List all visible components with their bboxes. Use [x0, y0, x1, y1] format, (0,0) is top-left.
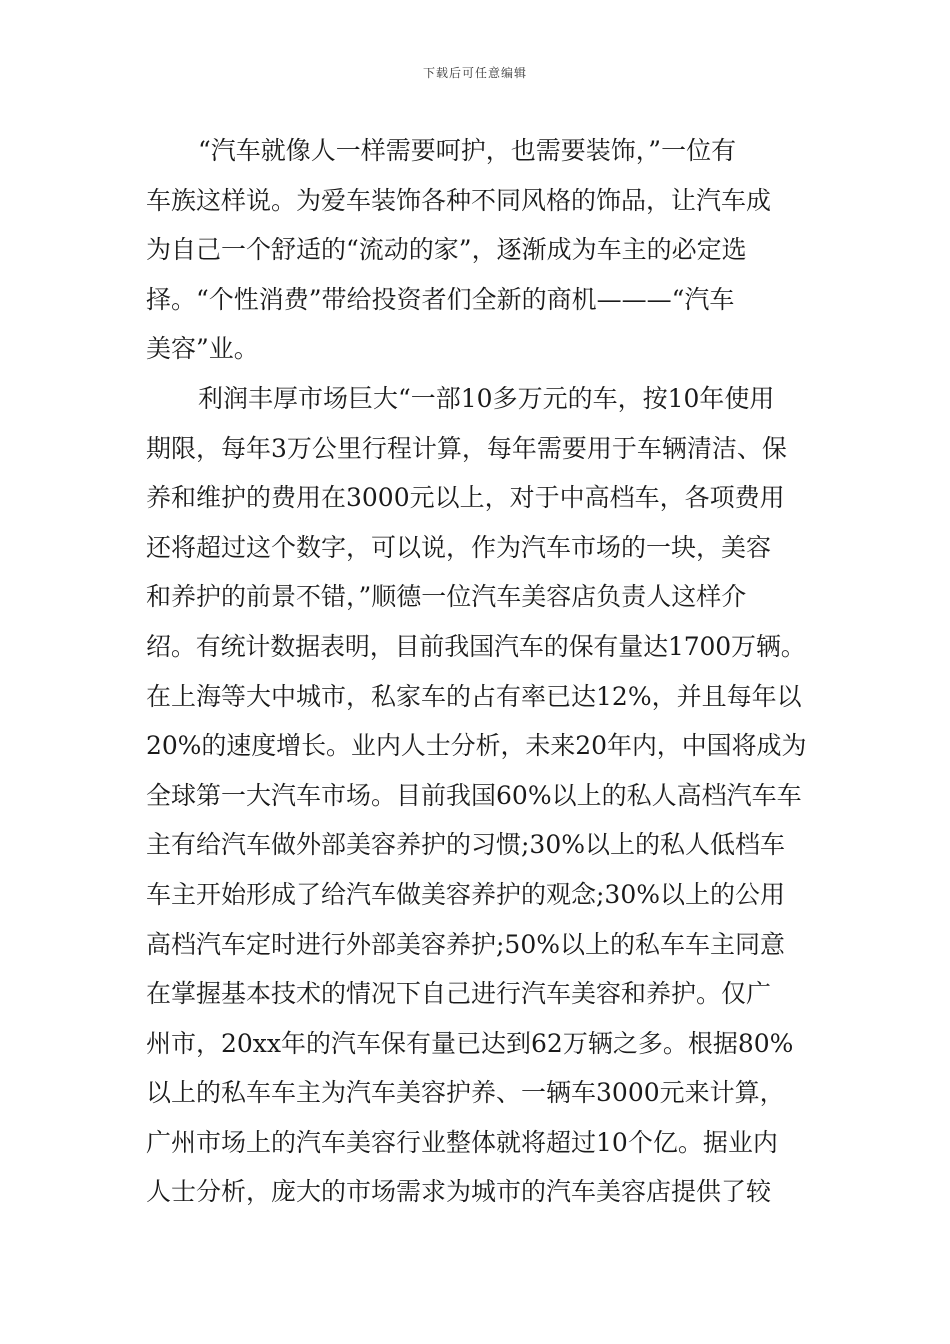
text-line: 期限，每年3万公里行程计算，每年需要用于车辆清洁、保: [146, 433, 787, 463]
text-line: 为自己一个舒适的“流动的家”，逐渐成为车主的必定选: [146, 235, 747, 265]
text-line: “汽车就像人一样需要呵护，也需要装饰，”一位有: [198, 136, 737, 165]
text-line: 人士分析，庞大的市场需求为城市的汽车美容店提供了较: [146, 1177, 772, 1207]
text-line: 绍。有统计数据表明，目前我国汽车的保有量达1700万辆。: [146, 631, 806, 661]
text-line: 车族这样说。为爱车装饰各种不同风格的饰品，让汽车成: [146, 185, 772, 215]
text-line: 以上的私车车主为汽车美容护养、一辆车3000元来计算，: [146, 1078, 785, 1108]
text-line: 利润丰厚市场巨大“一部10多万元的车，按10年使用: [198, 383, 775, 413]
text-line: 在上海等大中城市，私家车的占有率已达12%，并且每年以: [146, 681, 802, 711]
text-line: 20%的速度增长。业内人士分析，未来20年内，中国将成为: [146, 731, 807, 761]
text-line: 择。“个性消费”带给投资者们全新的商机———“汽车: [146, 284, 735, 314]
text-line: 养和维护的费用在3000元以上，对于中高档车，各项费用: [146, 483, 785, 513]
text-line: 在掌握基本技术的情况下自己进行汽车美容和养护。仅广: [146, 979, 772, 1009]
text-line: 主有给汽车做外部美容养护的习惯;30%以上的私人低档车: [146, 830, 785, 860]
page-header: 下载后可任意编辑: [422, 66, 527, 80]
text-line: 和养护的前景不错，”顺德一位汽车美容店负责人这样介: [146, 582, 747, 612]
body-text: [146, 126, 806, 1217]
text-line: 车主开始形成了给汽车做美容养护的观念;30%以上的公用: [146, 879, 785, 909]
text-line: 全球第一大汽车市场。目前我国60%以上的私人高档汽车车: [146, 780, 802, 810]
text-line: 州市，20xx年的汽车保有量已达到62万辆之多。根据80%: [146, 1028, 794, 1058]
text-line: 美容”业。: [146, 334, 259, 364]
text-line: 高档汽车定时进行外部美容养护;50%以上的私车车主同意: [146, 929, 785, 959]
text-line: 还将超过这个数字，可以说，作为汽车市场的一块，美容: [146, 532, 772, 562]
text-line: 广州市场上的汽车美容行业整体就将超过10个亿。据业内: [146, 1127, 778, 1157]
